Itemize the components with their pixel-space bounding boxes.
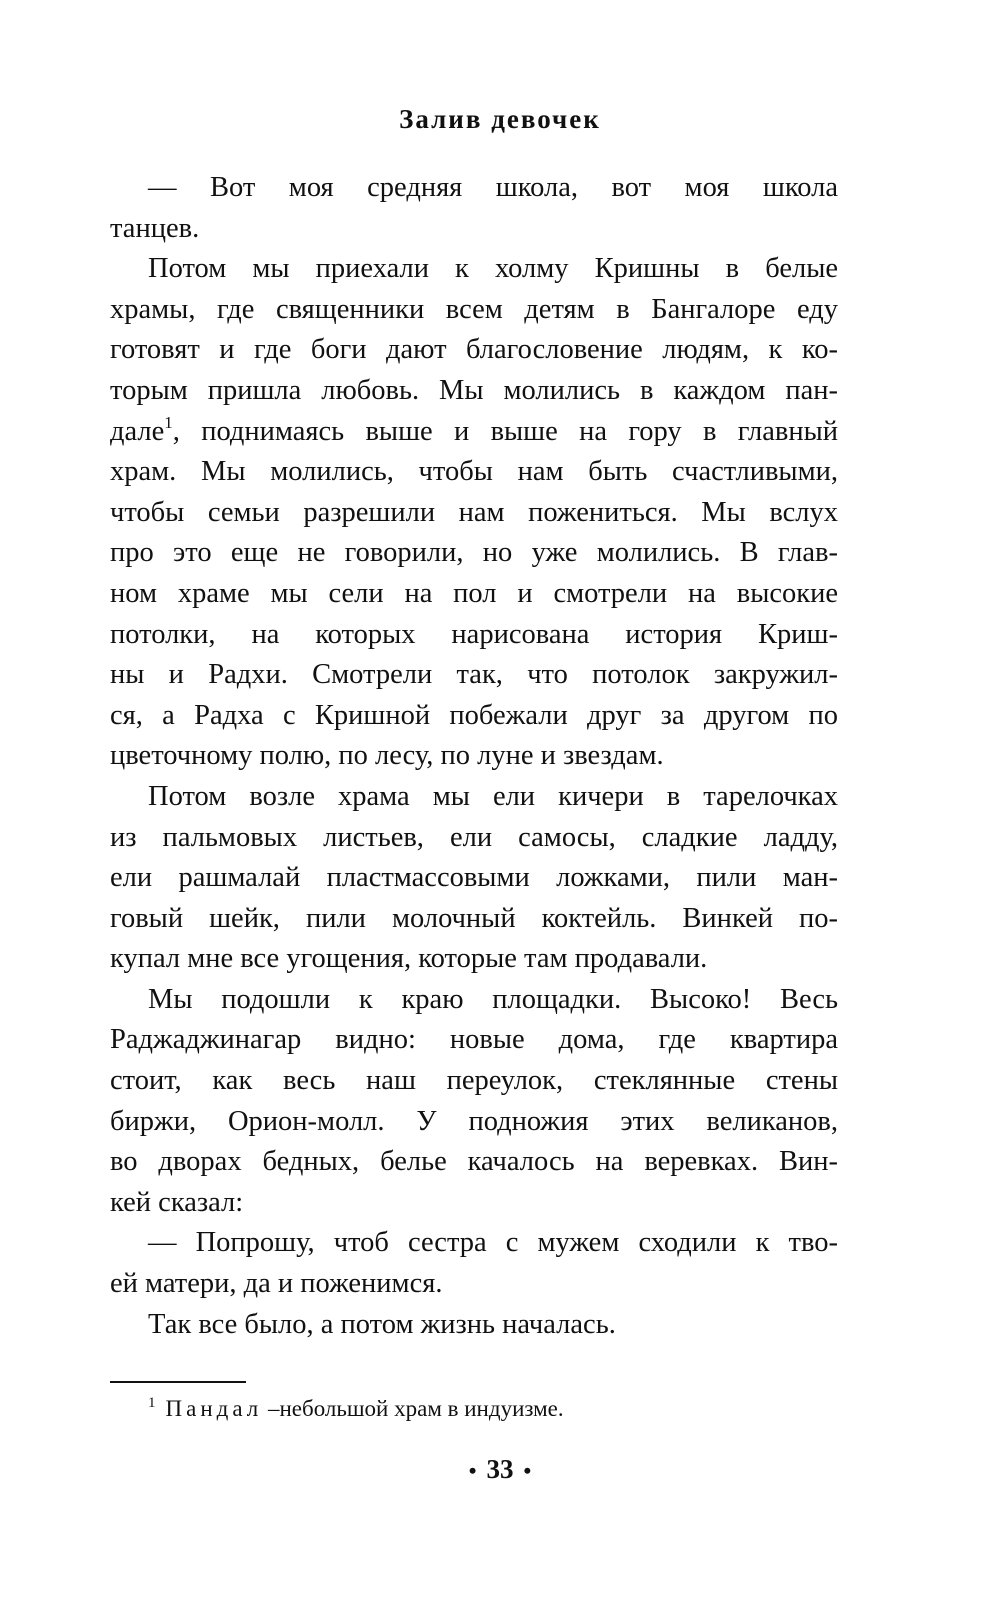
text-line: Так все было, а потом жизнь началась. bbox=[148, 1308, 616, 1340]
page-number-value: 33 bbox=[486, 1454, 514, 1484]
text-line: стоит, как весь наш переулок, стеклянные стены bbox=[110, 1065, 838, 1097]
text-line: Мы подошли к краю площадки. Высоко! Весь bbox=[148, 983, 838, 1015]
footnote-number: 1 bbox=[148, 1395, 156, 1411]
footnote-term: Пандал bbox=[165, 1396, 263, 1421]
text-line-with-footnote bbox=[110, 412, 838, 453]
text-line: ей матери, да и поженимся. bbox=[110, 1268, 443, 1300]
footnote-reference: 1 bbox=[164, 412, 173, 432]
text-line: — Вот моя средняя школа, вот моя школа bbox=[148, 172, 838, 203]
footnote-text: –небольшой храм в индуизме. bbox=[262, 1396, 564, 1421]
text-line: биржи, Орион-молл. У подножия этих великанов, bbox=[110, 1105, 838, 1137]
text-line-part: , поднимаясь выше и выше на гору в главный bbox=[172, 415, 838, 447]
text-line: храм. Мы молились, чтобы нам быть счастливыми, bbox=[110, 456, 838, 488]
text-line: купал мне все угощения, которые там продавали. bbox=[110, 943, 708, 975]
text-line: из пальмовых листьев, ели самосы, сладкие ладду, bbox=[110, 821, 838, 853]
text-line: кей сказал: bbox=[110, 1186, 244, 1218]
text-line: Потом возле храма мы ели кичери в тарелочках bbox=[148, 780, 838, 812]
text-line: потолки, на которых нарисована история Криш- bbox=[110, 618, 838, 650]
text-line: ны и Радхи. Смотрели так, что потолок закружил- bbox=[110, 659, 838, 691]
text-line: во дворах бедных, белье качалось на веревках. Вин- bbox=[110, 1146, 838, 1178]
text-line: готовят и где боги дают благословение людям, к ко- bbox=[110, 334, 838, 366]
text-line: — Попрошу, чтоб сестра с мужем сходили к тво- bbox=[148, 1227, 838, 1259]
text-line: ели рашмалай пластмассовыми ложками, пили ман- bbox=[110, 862, 838, 894]
text-line: танцев. bbox=[110, 212, 200, 244]
footnote bbox=[148, 1396, 564, 1422]
text-line: Потом мы приехали к холму Кришны в белые bbox=[148, 253, 838, 285]
body-text bbox=[110, 168, 838, 1345]
folio-bullet-right: • bbox=[523, 1458, 532, 1483]
running-head: Залив девочек bbox=[399, 104, 601, 134]
text-line: цветочному полю, по лесу, по луне и звездам. bbox=[110, 740, 664, 772]
text-line: торым пришла любовь. Мы молились в каждом пан- bbox=[110, 374, 838, 406]
text-line: ном храме мы сели на пол и смотрели на высокие bbox=[110, 577, 838, 609]
text-line: говый шейк, пили молочный коктейль. Винкей по- bbox=[110, 902, 838, 934]
text-line: чтобы семьи разрешили нам пожениться. Мы вслух bbox=[110, 496, 838, 528]
text-line: Раджаджинагар видно: новые дома, где квартира bbox=[110, 1024, 838, 1056]
page-number bbox=[0, 1454, 1000, 1485]
footnote-divider bbox=[110, 1381, 246, 1383]
text-line: храмы, где священники всем детям в Бангалоре еду bbox=[110, 293, 838, 325]
text-line-part: дале bbox=[110, 415, 165, 447]
folio-bullet-left: • bbox=[468, 1458, 477, 1483]
text-line: ся, а Радха с Кришной побежали друг за другом по bbox=[110, 699, 838, 731]
text-line: про это еще не говорили, но уже молились. В глав- bbox=[110, 537, 838, 569]
